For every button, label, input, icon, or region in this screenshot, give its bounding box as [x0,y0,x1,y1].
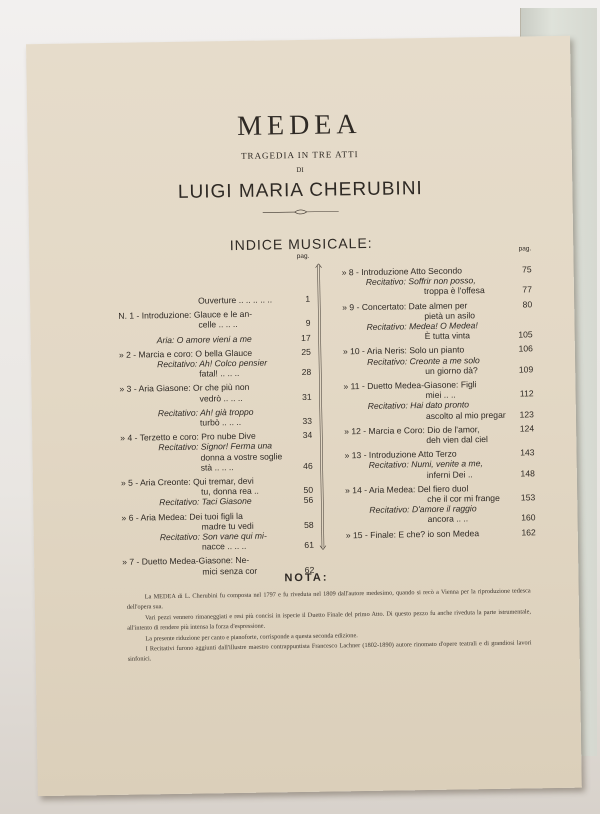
index-line-text: Ouverture .. .. .. .. .. [198,294,273,306]
index-line-text: » 5 - Aria Creonte: Qui tremar, devi [120,475,254,488]
index-line-text: » 3 - Aria Giasone: Or che più non [119,382,250,395]
index-line-text: troppa è l'offesa [423,285,485,297]
index-page-number: 1 [305,293,311,304]
index-line-text: madre tu vedi [201,520,254,532]
index-line [344,433,534,446]
index-line-text: » 9 - Concertato: Date almen per [342,299,468,312]
index-line [121,461,313,474]
index-page-number: 17 [301,332,311,343]
index-page-number: 62 [304,564,315,575]
index-page-number: 112 [519,388,534,399]
index-line-text: Recitativo: Creonte a me solo [366,354,480,367]
index-entry [343,344,533,378]
index-line-text: » 12 - Marcia e Coro: Dio de l'amor, [344,423,480,437]
index-line-text: » 10 - Aria Neris: Solo un pianto [342,344,465,357]
index-line-text: tu, donna rea .. [201,485,259,497]
index-line [120,416,312,429]
by-label: DI [296,165,304,175]
index-line-text: Recitativo: Numi, venite a me, [368,458,483,471]
index-line-text: ascolto al mio pregar [425,409,506,421]
ornament-divider [261,207,341,216]
index-line-text: deh vien dal ciel [426,434,489,446]
index-entry [118,294,310,307]
index-page-number: 56 [303,495,314,506]
index-line-text: Recitativo: Signor! Ferma una [158,440,273,453]
index-entry [119,347,311,381]
index-line [122,540,314,553]
index-page-number: 50 [303,485,314,496]
index-entry [118,308,310,331]
index-column-right [341,245,536,540]
composer-name: LUIGI MARIA CHERUBINI [177,178,423,203]
index-line [118,294,310,307]
index-line-text: » 15 - Finale: E che? io son Medea [345,527,480,540]
page-label: pag. [296,252,310,261]
index-entry [119,332,311,345]
index-entry [346,527,536,540]
index-entry [342,299,533,343]
index-page-number: 34 [302,430,313,441]
index-line-text: Recitativo: D'amore il raggio [369,503,477,516]
index-entry [342,264,532,298]
index-entry [343,378,534,422]
index-page-number: 80 [522,298,533,310]
index-heading: INDICE MUSICALE: [229,234,373,254]
index-line [120,391,312,404]
index-line-text: un giorno dà? [425,364,478,376]
index-page-number: 33 [302,415,313,426]
index-line-text: » 11 - Duetto Medea-Giasone: Figli [343,379,477,392]
nota-body [127,586,532,665]
index-line [119,367,311,380]
index-line-text: celle .. .. .. [198,319,238,330]
index-page-number: 58 [303,519,314,530]
index-line-text: È tutta vinta [424,330,471,342]
index-page-number: 9 [305,318,311,329]
index-page-number: 143 [520,447,535,458]
index-line-text: Recitativo: Hai dato pronto [367,399,470,412]
nota-heading: NOTA: [284,571,329,585]
index-line [345,513,535,526]
nota-paragraph: Vari pezzi vennero rimaneggiati e resi più concisi in ispecie il Duetto Finale del primo Atto. Di questo pezzo fu anche riveduta la parte istrumentale, all'intento di rendere più intensa la forza d'espressione. [127,608,532,632]
nota-paragraph: I Recitativi furono aggiunti dall'illustre maestro contrappuntista Francesco Lachner (1802-1890) autore rinomato d'opere teatrali e di grandiosi lavori sinfonici. [127,639,532,664]
index-line [118,318,310,331]
index-line [346,527,536,540]
index-page-number: 123 [519,408,534,420]
nota-paragraph: La presente riduzione per canto e pianoforte, corrisponde a questa seconda edizione. [145,631,358,643]
index-line-text: nacce .. .. .. [201,541,247,552]
index-entry [120,430,313,474]
index-page-number: 162 [521,526,536,538]
index-line-text: che il cor mi frange [427,492,500,505]
index-line [121,495,313,508]
index-line-text: Recitativo: Ah! già troppo [157,406,254,419]
index-page-number: 61 [304,539,315,551]
index-line-text: mici senza cor [202,565,258,577]
index-entry [344,448,534,482]
index-entry [120,406,312,429]
index-entry [121,475,313,509]
index-line [343,364,533,377]
index-page-number: 153 [520,492,536,503]
index-line-text: » 13 - Introduzione Atto Terzo [344,448,457,461]
page-label: pag. [518,245,532,253]
index-line-text: miei .. .. [425,389,456,401]
index-entry [121,509,314,553]
index-page-number: 148 [520,467,535,479]
index-line [344,409,534,422]
index-line-text: Recitativo: Ah! Colco pensier [156,357,268,370]
index-line-text: Recitativo: Taci Giasone [159,496,252,508]
page-subtitle: TRAGEDIA IN TRE ATTI [240,149,359,161]
index-line-text: turbò .. .. .. [199,416,242,428]
index-page-number: 160 [521,512,536,523]
index-line-text: Recitativo: Medea! O Medea! [366,320,478,332]
index-page-number: 75 [521,264,532,275]
index-page-number: 28 [301,367,312,378]
index-entry [345,482,536,526]
index-line [345,468,535,481]
index-entry [344,423,534,446]
index-line-text: fatal! .. .. .. [199,368,240,379]
index-line-text: Recitativo: Son vane qui mi- [159,530,267,543]
index-page-number: 25 [301,346,311,357]
index-line [342,285,532,298]
index-page-number: 105 [518,329,533,340]
index-line-text: » 6 - Aria Medea: Dei tuoi figli la [121,510,243,523]
page-title: MEDEA [236,109,362,142]
index-line-text: N. 1 - Introduzione: Glauce e le an- [118,308,253,322]
index-line [119,332,311,345]
index-page-number: 31 [301,391,312,402]
index-entry [119,381,311,404]
index-line-text: » 2 - Marcia e coro: O bella Glauce [118,347,253,360]
index-line-text: » 8 - Introduzione Atto Secondo [341,265,463,278]
index-line-text: vedrò .. .. .. [199,392,243,404]
index-page-number: 46 [303,460,313,471]
index-line [343,330,533,343]
index-page-number: 106 [518,343,533,354]
index-line-text: Aria: O amore vieni a me [156,333,252,345]
index-line-text: inferni Dei .. [426,468,473,480]
index-column-left [118,252,315,577]
index-page [26,36,582,796]
index-line-text: stà .. .. .. [200,461,234,473]
index-line-text: » 4 - Terzetto e coro: Pro nube Dive [120,430,256,444]
index-page-number: 77 [522,284,533,295]
index-line-text: » 7 - Duetto Medea-Giasone: Ne- [122,555,250,568]
nota-paragraph: La MEDEA di L. Cherubini fu composta nel 1797 e fu riveduta nel 1809 dall'autore medesimo, quando si recò a Vienna per la riproduzione tedesca dell'opera sua. [126,587,531,612]
index-line-text: pietà un asilo [424,310,476,321]
index-line-text: » 14 - Aria Medea: Del fiero duol [344,483,469,496]
index-page-number: 109 [518,364,534,375]
index-line-text: Recitativo: Soffrir non posso, [365,275,476,288]
index-line-text: ancora .. .. [427,513,469,525]
column-divider [315,264,327,550]
index-line-text: donna a vostre soglie [200,450,283,463]
index-page-number: 124 [519,423,535,434]
